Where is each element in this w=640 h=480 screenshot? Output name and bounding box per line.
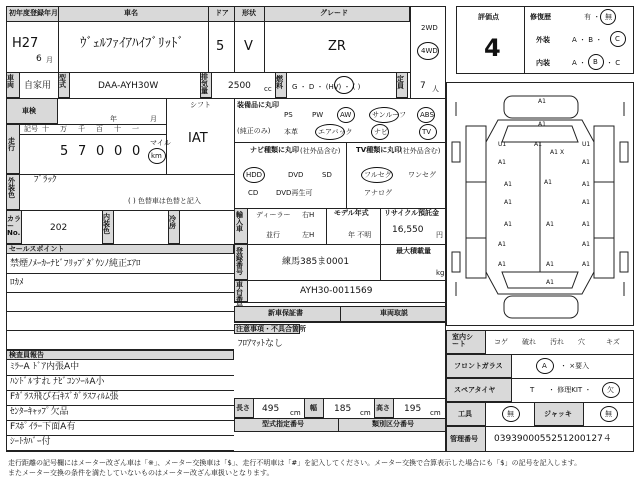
mileage-digit-header: 万 — [60, 125, 67, 133]
interior-score-value: B — [593, 58, 598, 66]
equipment-sublabel: (純正のみ) — [237, 127, 271, 135]
height-label: 高さ — [376, 404, 390, 412]
inspector-line-rule — [6, 435, 234, 436]
equipment-item: TV — [422, 128, 432, 136]
front-glass-label: フロントガラス — [454, 362, 503, 370]
sales-line-rule — [6, 311, 234, 312]
equipment-item: サンルーフ — [372, 111, 407, 119]
import-right: 右H — [302, 211, 315, 219]
car-name-label: 車名 — [124, 9, 138, 17]
nav-item: DVD — [288, 171, 304, 179]
equipment-item: PS — [284, 111, 293, 119]
usage-value: 自家用 — [24, 81, 52, 91]
interior-sheet-item: 穴 — [578, 338, 585, 346]
mgmt-label: 管理番号 — [450, 435, 478, 443]
fuel-hv-circle — [334, 76, 354, 94]
height-unit: cm — [430, 409, 441, 417]
length-value: 495 — [262, 404, 280, 414]
mileage-km-unit: km — [151, 152, 162, 160]
diagram-mark: A1 — [504, 199, 512, 206]
diagram-mark: A1 — [498, 261, 506, 268]
width-unit: cm — [360, 409, 371, 417]
interior-sheet-item: コゲ — [494, 338, 508, 346]
inspector-line-rule — [6, 420, 234, 421]
registration-label: 登録番号 — [236, 247, 243, 276]
import-dealer: ディーラー — [256, 211, 291, 219]
score-label: 評価点 — [478, 13, 499, 21]
usage-label: 車両 — [7, 74, 14, 89]
equipment-item: AW — [340, 111, 352, 119]
sales-line-rule — [6, 273, 234, 274]
tools-label: 工具 — [458, 410, 472, 418]
diagram-mark: A1 — [582, 261, 590, 268]
diagram-mark: A1 — [582, 221, 590, 228]
recycle-value: 16,550 — [392, 225, 424, 235]
grade-label: グレード — [320, 9, 348, 17]
model-value: DAA-AYH30W — [98, 81, 159, 91]
fuel-value: G ・ D ・ (HV) ・ ( ) — [292, 83, 361, 91]
mileage-digit-header: 記号 — [24, 125, 38, 133]
inspector-line: ﾐﾗｰA ﾄﾞｱ内張A中 — [10, 362, 80, 372]
mileage-digit: 5 — [60, 144, 69, 159]
mileage-digit-header: 千 — [78, 125, 85, 133]
length-unit: cm — [290, 409, 301, 417]
nav-note: (社外品含む) — [300, 147, 341, 155]
mileage-digit-header: 百 — [96, 125, 103, 133]
front-glass-value: A — [542, 362, 547, 370]
mileage-digit: 0 — [132, 144, 141, 159]
diagram-mark: A1 — [534, 141, 542, 148]
color-no-label: カラーNo. — [7, 215, 21, 237]
import-left: 左H — [302, 231, 315, 239]
diagram-mark: U1 — [498, 141, 507, 148]
diagram-mark: A1 — [546, 279, 554, 286]
mileage-digit: 0 — [114, 144, 123, 159]
fuel-label: 燃料 — [276, 75, 283, 90]
sales-line: ﾛｶﾒ — [10, 278, 24, 288]
spare-tire-t: T — [530, 386, 535, 394]
mileage-digit: 0 — [96, 144, 105, 159]
diagram-mark: X — [560, 149, 565, 156]
diagram-mark: A1 — [546, 261, 554, 268]
nav-title: ナビ種類に丸印 — [250, 146, 299, 154]
body-shape: V — [244, 39, 253, 54]
diagram-mark: A1 — [538, 121, 546, 128]
reg-year-label: 初年度登録年月 — [9, 9, 58, 17]
exterior-score-options: A ・ B ・ — [572, 36, 603, 44]
mileage-digit: 7 — [78, 144, 87, 159]
equipment-item: エアバック — [318, 128, 353, 136]
jack-value: 無 — [605, 410, 612, 418]
inspector-line-rule — [6, 450, 234, 451]
tv-item: ワンセグ — [408, 171, 436, 179]
shape-label: 形状 — [242, 9, 256, 17]
width-label: 幅 — [310, 404, 317, 412]
shift-label: シフト — [190, 101, 211, 109]
equipment-item: ナビ — [374, 128, 388, 136]
inspector-line: Fｽﾎﾟｲﾗｰ下面A有 — [10, 422, 76, 432]
nav-item: HDD — [246, 171, 263, 179]
nav-item: SD — [322, 171, 332, 179]
interior-score-label: 内装 — [536, 59, 550, 67]
registration-value: 練馬385ま0001 — [282, 257, 350, 267]
inspector-line: ｼｰﾄｶﾊﾞｰ付 — [10, 437, 51, 447]
inspector-line: ｾﾝﾀｰｷｬｯﾌﾟ欠品 — [10, 407, 69, 417]
mileage-digit-header: 十 — [42, 125, 49, 133]
diagram-mark: A1 — [582, 199, 590, 206]
drive-4wd: 4WD — [421, 47, 438, 55]
mileage-label: 走行 — [8, 137, 15, 152]
tv-title: TV種類に丸印 — [356, 146, 402, 154]
inspector-line-rule — [6, 405, 234, 406]
spare-tire-value: 欠 — [607, 386, 614, 394]
mileage-mile-unit: マイル — [150, 139, 171, 147]
height-value: 195 — [404, 404, 422, 414]
diagram-mark: A1 — [582, 241, 590, 248]
reg-year: H27 — [12, 36, 39, 51]
exterior-note: ( ) 色替車は色替と記入 — [128, 197, 201, 205]
model-year-label: モデル年式 — [334, 209, 369, 217]
class-label: 類別区分番号 — [372, 420, 414, 428]
sales-label: セールスポイント — [9, 245, 65, 253]
spare-tire-repair: ・ 修理KIT ・ — [548, 386, 592, 394]
exterior-score-value: C — [615, 35, 620, 43]
footer-line2: またメーター交換の条件を満たしていないものはメーター改ざん車扱いとなります。 — [8, 469, 274, 477]
equipment-item: ABS — [420, 111, 434, 119]
recycle-unit: 円 — [436, 231, 443, 239]
diagram-mark: U1 — [582, 141, 591, 148]
warranty-new-car: 新車保証書 — [268, 309, 303, 317]
car-diagram-svg — [446, 82, 634, 326]
model-label: 型式 — [59, 74, 66, 89]
reg-month-unit: 月 — [46, 56, 53, 64]
diagram-mark: A1 — [504, 221, 512, 228]
exterior-color: ﾌﾞﾗｯｸ — [34, 175, 57, 185]
tv-note: (社外品含む) — [400, 147, 441, 155]
tv-item: フルセグ — [364, 171, 392, 179]
sales-line-rule — [6, 330, 234, 331]
inspector-line-rule — [6, 390, 234, 391]
jack-label: ジャッキ — [544, 410, 572, 418]
max-load-label: 最大積載量 — [396, 247, 431, 255]
mileage-digit-header: 十 — [114, 125, 121, 133]
diagram-mark: A1 — [544, 179, 552, 186]
front-glass-after: ・ ×要入 — [560, 362, 590, 370]
displacement-unit: cc — [264, 85, 272, 93]
sales-line: 禁煙ﾉﾒｰｶｰﾅﾋﾞﾌﾘｯﾌﾟﾀﾞｳﾝﾉ純正ｴｱﾛ — [10, 259, 141, 269]
equipment-label: 装備品に丸印 — [237, 101, 279, 109]
inspection-year-unit: 年 — [110, 115, 117, 123]
interior-score-after: ・ C — [606, 59, 621, 67]
width-value: 185 — [334, 404, 352, 414]
shift-value: IAT — [188, 131, 208, 146]
mileage-digit-header: 一 — [132, 125, 139, 133]
nav-item: DVD再生可 — [276, 189, 313, 197]
door-label: ドア — [215, 9, 229, 17]
inspector-line: ﾊﾝﾄﾞﾙすれ ﾅﾋﾞｺﾝｿｰﾙA小 — [10, 377, 105, 387]
door-count: 5 — [216, 39, 225, 54]
reg-month: 6 — [36, 54, 42, 64]
inspector-line: Fｶﾞﾗｽ飛び石ｷｽﾞｶﾞﾗｽﾌｨﾙﾑ張 — [10, 392, 119, 402]
repair-options: 有 ・ — [584, 13, 601, 21]
car-name: ｳﾞｪﾙﾌｧｲｱﾊｲﾌﾞﾘｯﾄﾞ — [80, 36, 184, 51]
spare-tire-label: スペアタイヤ — [454, 386, 496, 394]
footer-line1: 走行距離の記号欄にはメーター改ざん車は「※」、メーター交換車は「$」、走行不明車は「#」を記入してください。メーター交換で合算表示した場合にも「$」の記号を記入します。 — [8, 459, 582, 467]
sales-line-rule — [6, 292, 234, 293]
warranty-manual: 車両取説 — [380, 309, 408, 317]
nav-item: CD — [248, 189, 259, 197]
repair-value: 無 — [605, 13, 612, 21]
chassis-value: AYH30-0011569 — [300, 286, 373, 296]
tv-item: アナログ — [364, 189, 392, 197]
color-no-value: 202 — [50, 223, 68, 233]
interior-sheet-item: 破れ — [522, 338, 536, 346]
recycle-label: リサイクル預託金 — [384, 209, 440, 217]
model-cert-label: 型式指定番号 — [262, 420, 304, 428]
diagram-mark: A1 — [498, 241, 506, 248]
inspector-label: 検査員報告 — [9, 351, 44, 359]
capacity-label: 定員 — [397, 75, 404, 90]
diagram-mark: A1 — [582, 159, 590, 166]
diagram-mark: A1 — [504, 181, 512, 188]
displacement-label: 排気量 — [201, 73, 208, 95]
diagram-mark: A1 — [546, 221, 554, 228]
drive-2wd: 2WD — [421, 24, 438, 32]
import-label: 輸入車 — [236, 211, 243, 233]
length-label: 長さ — [236, 404, 250, 412]
interior-sheet-label: 室内シート — [452, 333, 473, 348]
equipment-item: 本革 — [284, 128, 298, 136]
equipment-item: PW — [312, 111, 324, 119]
max-load-unit: kg — [436, 269, 445, 277]
interior-color-label: 内装色 — [103, 213, 110, 235]
cooler-label: 冷房 — [169, 215, 176, 230]
import-parallel: 並行 — [266, 231, 280, 239]
model-year-value: 年 不明 — [348, 231, 372, 239]
tools-value: 無 — [507, 410, 514, 418]
inspection-label: 車検 — [22, 107, 36, 115]
notes-text: ﾌﾛｱﾏｯﾄなし — [238, 339, 284, 349]
notes-label: 注意事項・不具合箇所 — [236, 325, 306, 333]
capacity-unit: 人 — [432, 85, 439, 93]
mgmt-value: 0393900055251200127４ — [494, 434, 612, 444]
diagram-mark: A1 — [498, 159, 506, 166]
interior-sheet-item: 汚れ — [550, 338, 564, 346]
diagram-mark: A1 — [538, 98, 546, 105]
diagram-mark: A1 — [582, 181, 590, 188]
interior-sheet-item: キズ — [606, 338, 620, 346]
inspector-line-rule — [6, 375, 234, 376]
chassis-label: 車台番 — [236, 281, 243, 303]
interior-score-options: A ・ — [572, 59, 587, 67]
score-value: 4 — [484, 34, 501, 62]
diagram-mark: A1 — [550, 149, 558, 156]
exterior-score-label: 外装 — [536, 36, 550, 44]
displacement-value: 2500 — [228, 81, 251, 91]
repair-label: 修復歴 — [530, 13, 551, 21]
grade-value: ZR — [328, 39, 346, 54]
capacity-value: 7 — [420, 81, 426, 91]
exterior-label: 外装色 — [8, 177, 15, 199]
inspection-month-unit: 月 — [150, 115, 157, 123]
